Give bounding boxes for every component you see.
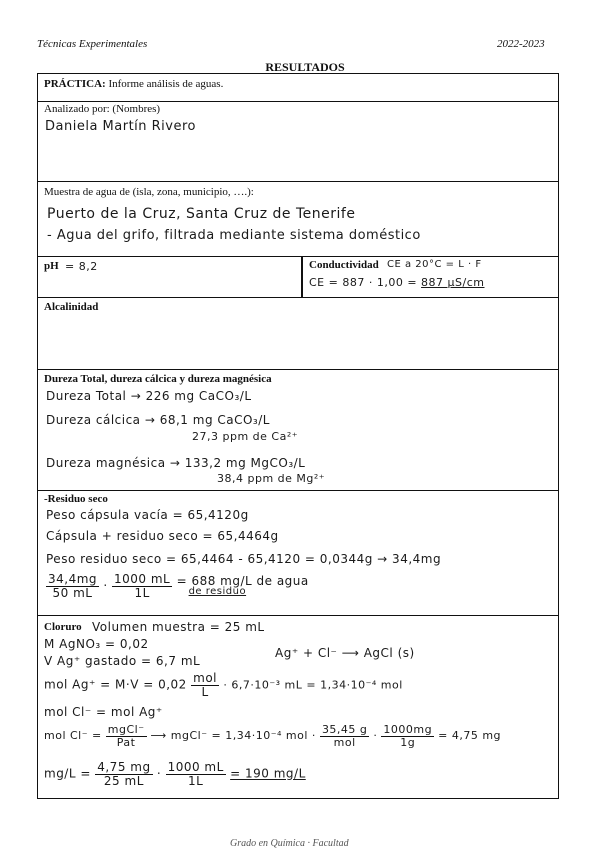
dureza-calcica-ppm: 27,3 ppm de Ca²⁺ [192, 430, 299, 443]
cloruro-result: = 190 mg/L [230, 766, 306, 781]
section-alcalinidad [37, 298, 559, 370]
section-residuo-seco [37, 491, 559, 616]
residuo-calc [46, 573, 309, 599]
cloruro-molar-mass-fraction: $\frac{35,45 g}{\text{mol}}$ [321, 723, 368, 749]
conductividad-note: CE a 20°C = L · F [387, 259, 482, 270]
page-footer: Grado en Química · Facultad [230, 838, 349, 849]
analizado-name: Daniela Martín Rivero [45, 119, 196, 134]
section-cloruro [37, 616, 559, 799]
dureza-total: Dureza Total → 226 mg CaCO₃/L [46, 389, 252, 403]
cloruro-mg-l-fraction-2: $\frac{1000 mL}{1L}$ [167, 760, 224, 788]
practica-line [44, 78, 223, 90]
residuo-result: = 688 mg/L de agua de residuo [176, 573, 309, 598]
residuo-peso: Peso residuo seco = 65,4464 - 65,4120 = 0,0344g → 34,4mg [46, 552, 442, 566]
cloruro-mg-conversion-fraction: $\frac{1000mg}{1g}$ [383, 723, 433, 749]
dureza-calcica: Dureza cálcica → 68,1 mg CaCO₃/L [46, 413, 270, 427]
practica-label: PRÁCTICA: [44, 78, 106, 90]
cloruro-mol-ag-fraction: $\frac{\text{mol}}{L}$ [193, 671, 218, 699]
ph-value: = 8,2 [65, 260, 98, 273]
cloruro-mol-ag: mol Ag⁺ = M·V = 0,02 $\frac{\text{mol}}{L}$ · 6,7·10⁻³ mL = 1,34·10⁻⁴ mol [44, 671, 403, 699]
ph-label: pH [44, 260, 59, 272]
conductividad-calc-text: CE = 887 · 1,00 = [309, 276, 418, 289]
cloruro-molaridad: M AgNO₃ = 0,02 [44, 637, 149, 651]
residuo-label: -Residuo seco [44, 493, 108, 505]
conductividad-calc [309, 276, 485, 289]
residuo-fraction-1: $\frac{34,4mg}{50 mL}$ [48, 572, 98, 600]
cloruro-mg-l: mg/L = $\frac{4,75 mg}{25 mL}$ · $\frac{1000 mL}{1L}$ = 190 mg/L [44, 760, 306, 788]
cloruro-mg-cl: mol Cl⁻ = $\frac{\text{mgCl⁻}}{\text{Pat}}$ ⟶ mgCl⁻ = 1,34·10⁻⁴ mol · $\frac{35,45 g}{\text{mol}}$ · $\frac{1000mg}{1g}$ = 4,75 mg [44, 723, 502, 749]
cloruro-mg-cl-fraction: $\frac{\text{mgCl⁻}}{\text{Pat}}$ [107, 723, 145, 749]
residuo-fraction-2: $\frac{1000 mL}{1L}$ [114, 572, 171, 600]
header-year: 2022-2023 [497, 38, 545, 50]
residuo-capsula-residuo: Cápsula + residuo seco = 65,4464g [46, 529, 279, 543]
conductividad-result: 887 μS/cm [421, 276, 485, 289]
conductividad-label: Conductividad [309, 259, 379, 271]
residuo-dot: · [103, 578, 108, 593]
dureza-magnesica-ppm: 38,4 ppm de Mg²⁺ [217, 472, 326, 485]
muestra-location: Puerto de la Cruz, Santa Cruz de Tenerife [47, 206, 356, 222]
section-analizado [37, 102, 559, 182]
cloruro-reaction: Ag⁺ + Cl⁻ ⟶ AgCl (s) [275, 646, 415, 660]
cloruro-volumen: Volumen muestra = 25 mL [92, 620, 265, 634]
section-ph-conductividad [37, 257, 559, 298]
section-dureza [37, 370, 559, 491]
cloruro-mg-l-fraction-1: $\frac{4,75 mg}{25 mL}$ [97, 760, 151, 788]
section-practica [37, 73, 559, 102]
muestra-label: Muestra de agua de (isla, zona, municipio, ….): [44, 186, 254, 198]
muestra-description: - Agua del grifo, filtrada mediante sistema doméstico [47, 228, 421, 243]
cloruro-volumen-gastado: V Ag⁺ gastado = 6,7 mL [44, 654, 201, 668]
alcalinidad-label: Alcalinidad [44, 301, 99, 313]
header-course: Técnicas Experimentales [37, 38, 148, 50]
dureza-magnesica: Dureza magnésica → 133,2 mg MgCO₃/L [46, 456, 306, 470]
analizado-label: Analizado por: (Nombres) [44, 103, 161, 115]
section-muestra [37, 182, 559, 257]
dureza-label: Dureza Total, dureza cálcica y dureza magnésica [44, 373, 272, 385]
residuo-capsula-vacia: Peso cápsula vacía = 65,4120g [46, 508, 249, 522]
practica-value: Informe análisis de aguas. [105, 78, 224, 90]
page-title: RESULTADOS [265, 60, 345, 74]
ph-divider [301, 257, 303, 298]
cloruro-label: Cloruro [44, 621, 82, 633]
cloruro-mol-cl: mol Cl⁻ = mol Ag⁺ [44, 705, 163, 719]
